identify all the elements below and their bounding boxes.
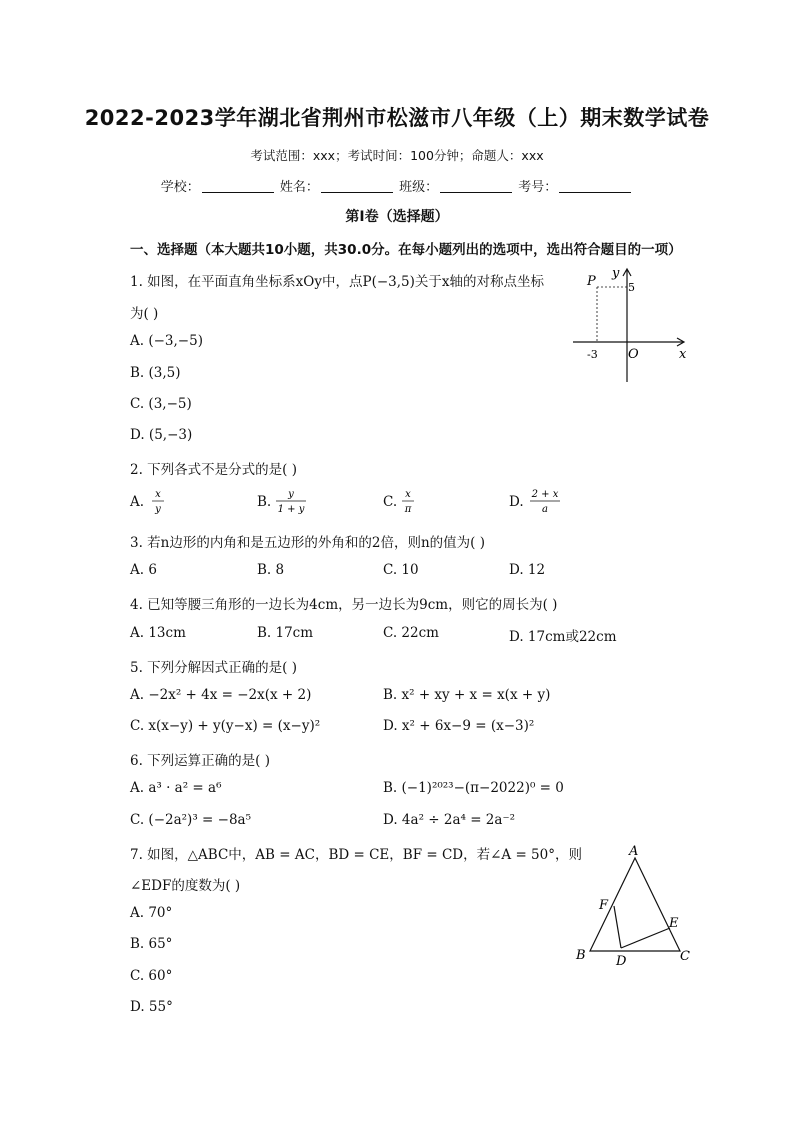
tick-5-label: 5 xyxy=(628,281,635,294)
vertex-a-label: A xyxy=(629,844,639,859)
q2-fraction-a xyxy=(148,486,168,516)
fraction-b-numerator: y xyxy=(288,489,294,500)
q3-stem: 3. 若n边形的内角和是五边形的外角和的2倍，则n的值为( ) xyxy=(130,535,485,551)
q1-stem-line1: 1. 如图，在平面直角坐标系xOy中，点P(−3,5)关于x轴的对称点坐标 xyxy=(130,274,544,290)
q7-option-a[interactable]: A. 70° xyxy=(130,905,173,921)
q7-option-c[interactable]: C. 60° xyxy=(130,968,173,984)
section-title: 第I卷（选择题） xyxy=(345,209,449,225)
exam-subtitle: 考试范围：xxx；考试时间：100分钟；命题人：xxx xyxy=(250,148,544,163)
fraction-b-denominator: 1 + y xyxy=(277,504,305,515)
fraction-a-denominator: y xyxy=(155,504,161,515)
q7-option-d[interactable]: D. 55° xyxy=(130,999,173,1015)
q6-option-c[interactable]: C. (−2a²)³ = −8a⁵ xyxy=(130,812,251,828)
q1-coordinate-figure xyxy=(565,262,695,387)
section-heading: 一、选择题（本大题共10小题，共30.0分。在每小题列出的选项中，选出符合题目的一项） xyxy=(130,242,682,258)
q5-option-d[interactable]: D. x² + 6x−9 = (x−3)² xyxy=(383,718,535,734)
q4-option-a[interactable]: A. 13cm xyxy=(130,625,186,641)
q1-option-c[interactable]: C. (3,−5) xyxy=(130,396,192,412)
q2-option-c-letter: C. xyxy=(383,494,398,510)
q3-option-a[interactable]: A. 6 xyxy=(130,562,157,578)
point-e-label: E xyxy=(669,916,679,931)
q2-option-a[interactable] xyxy=(130,494,144,510)
q4-option-c[interactable]: C. 22cm xyxy=(383,625,439,641)
exam-no-label: 考号： xyxy=(518,180,558,195)
fraction-d-denominator: a xyxy=(542,504,548,515)
q5-option-a[interactable]: A. −2x² + 4x = −2x(x + 2) xyxy=(130,687,312,703)
school-label: 学校： xyxy=(160,180,200,195)
vertex-b-label: B xyxy=(576,948,586,963)
tick-neg3-label: -3 xyxy=(587,348,598,361)
x-axis-label: x xyxy=(679,347,687,362)
vertex-c-label: C xyxy=(680,949,690,964)
point-f-label: F xyxy=(599,898,609,913)
student-info-line xyxy=(0,176,794,195)
q2-fraction-d xyxy=(526,486,564,516)
q7-triangle-figure xyxy=(568,838,698,973)
exam-no-blank[interactable] xyxy=(559,180,631,193)
q3-option-b[interactable]: B. 8 xyxy=(257,562,285,578)
q7-stem-line1: 7. 如图，△ABC中，AB = AC，BD = CE，BF = CD，若∠A = 50°，则 xyxy=(130,847,582,863)
q4-option-d[interactable]: D. 17cm或22cm xyxy=(509,629,617,645)
fraction-d-numerator: 2 + x xyxy=(531,489,559,500)
fraction-c-denominator: π xyxy=(404,504,412,515)
fraction-c-numerator: x xyxy=(405,489,411,500)
point-d-label: D xyxy=(616,954,627,969)
q1-option-d[interactable]: D. (5,−3) xyxy=(130,427,193,443)
q7-stem-line2: ∠EDF的度数为( ) xyxy=(130,878,241,894)
q3-option-c[interactable]: C. 10 xyxy=(383,562,419,578)
q2-fraction-b xyxy=(272,486,310,516)
name-label: 姓名： xyxy=(279,180,319,195)
q7-option-b[interactable]: B. 65° xyxy=(130,936,173,952)
q1-option-a[interactable]: A. (−3,−5) xyxy=(130,333,203,349)
class-blank[interactable] xyxy=(440,180,512,193)
q5-stem: 5. 下列分解因式正确的是( ) xyxy=(130,660,297,676)
q5-option-b[interactable]: B. x² + xy + x = x(x + y) xyxy=(383,687,551,703)
name-blank[interactable] xyxy=(321,180,393,193)
q4-option-b[interactable]: B. 17cm xyxy=(257,625,314,641)
exam-title: 2022-2023学年湖北省荆州市松滋市八年级（上）期末数学试卷 xyxy=(84,106,710,130)
q2-option-b-letter: B. xyxy=(257,494,272,510)
q6-stem: 6. 下列运算正确的是( ) xyxy=(130,753,270,769)
q2-option-d-letter: D. xyxy=(509,494,524,510)
q6-option-a[interactable]: A. a³ · a² = a⁶ xyxy=(130,780,222,796)
school-blank[interactable] xyxy=(202,180,274,193)
q2-fraction-c xyxy=(398,486,418,516)
q6-option-b[interactable]: B. (−1)²⁰²³−(π−2022)⁰ = 0 xyxy=(383,780,564,796)
q2-option-a-letter: A. xyxy=(130,494,145,510)
q1-stem-line2: 为( ) xyxy=(130,306,159,322)
segment-fd xyxy=(614,906,621,948)
origin-label: O xyxy=(628,347,639,362)
q2-stem: 2. 下列各式不是分式的是( ) xyxy=(130,462,297,478)
point-p-label: P xyxy=(587,274,596,289)
fraction-a-numerator: x xyxy=(155,489,161,500)
q5-option-c[interactable]: C. x(x−y) + y(y−x) = (x−y)² xyxy=(130,718,321,734)
class-label: 班级： xyxy=(399,180,439,195)
q3-option-d[interactable]: D. 12 xyxy=(509,562,546,578)
q2-option-d[interactable] xyxy=(509,494,524,510)
y-axis-label: y xyxy=(612,266,620,281)
q2-option-c[interactable] xyxy=(383,494,397,510)
segment-de xyxy=(621,928,670,948)
q2-option-b[interactable] xyxy=(257,494,271,510)
q4-stem: 4. 已知等腰三角形的一边长为4cm，另一边长为9cm，则它的周长为( ) xyxy=(130,597,558,613)
q6-option-d[interactable]: D. 4a² ÷ 2a⁴ = 2a⁻² xyxy=(383,812,515,828)
q1-option-b[interactable]: B. (3,5) xyxy=(130,365,181,381)
